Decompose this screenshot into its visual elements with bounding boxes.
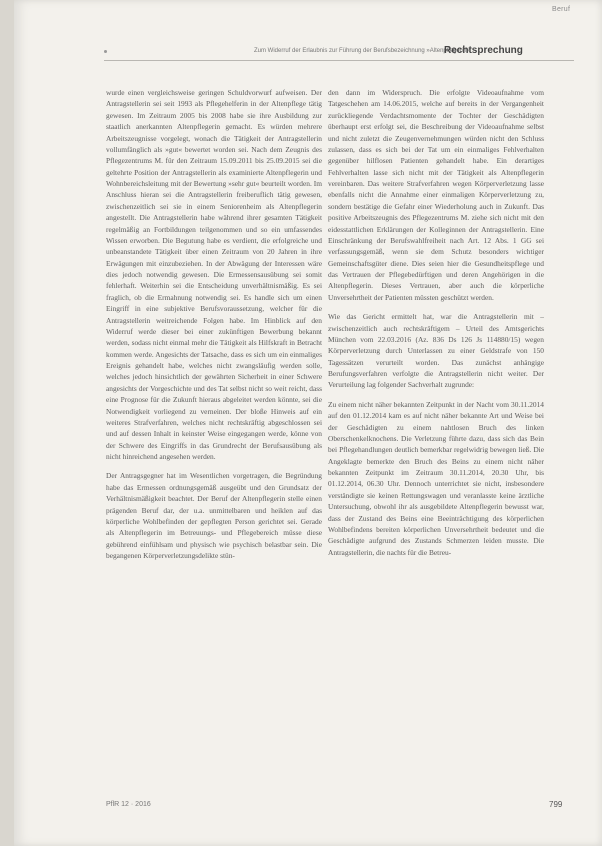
paragraph: Wie das Gericht ermittelt hat, war die Antragstellerin mit – zwischenzeitlich auch rechtskräftigem – Urteil des Amtsgerichts München vom 22.03.2016 (Az. 836 Ds 126 Js 114880/15) wegen Körperverletzung durch Unterlassen zu einer Geldstrafe von 150 Tagessätzen verurteilt worden. Das zunächst anhängige Berufungsverfahren verfolgte die Antragstellerin nicht weiter. Der Verurteilung lag folgender Sachverhalt zugrunde: [328, 312, 544, 390]
bullet-icon [104, 50, 107, 53]
paragraph: wurde einen vergleichsweise geringen Schuldvorwurf aufweisen. Der Antragstellerin sei seit 1993 als Pflegehelferin in der Altenpflege tätig gewesen. Im Zeitraum 2005 bis 2008 habe sie ihre Ausbildung zur staatlich anerkannten Altenpflegerin gemacht. Es würden mehrere Arbeitszeugnisse vorgelegt, wonach die Tätigkeit der Antragstellerin vollumfänglich als »gut« bewertet worden sei. Nach dem Zeugnis des Pflegezentrums M. für den Zeitraum 15.09.2011 bis 25.09.2015 sei die geltehrte Position der Antragstellerin als examinierte Altenpflegerin und Wohnbereichsleitung mit der Bewertung »sehr gut« beurteilt worden. Im Anschluss hieran sei die Antragstellerin freiberuflich tätig gewesen, zwischenzeitlich sei sie in einem Seniorenheim als Altenpflegerin angestellt. Die Antragstellerin habe während ihrer gesamten Tätigkeit regelmäßig an Fortbildungen teilgenommen und so ein umfassendes Wissen erworben. Die Begutung habe es verdient, die erfolgreiche und unbeanstandete Tätigkeit über einen Zeitraum von 20 Jahren in ihre Erwägungen mit einzubeziehen. In der Abwägung der Interessen wäre dies jedoch notwendig gewesen. Die Ermessensausübung sei somit fehlerhaft. Weiterhin sei die Entscheidung unverhältnismäßig. Es sei fraglich, ob die Ermahnung notwendig sei. Es handle sich um einen Eingriff in eine subjektive Berufsvoraussetzung, welcher für die Antragstellerin weitreichende Folgen habe. Im Hinblick auf den Widerruf werde dieser bei einer zukünftigen Bewerbung bekannt werden, sodass nicht einmal mehr die Tätigkeit als Hilfskraft in Betracht kommen werde. Angesichts der Tatsache, dass es sich um ein einmaliges Ereignis gehandelt habe, welches nicht zwangsläufig werden solle, welches jedoch hinsichtlich der gewährten Sicherheit in einer Schwere angesichts der Vorgeschichte und des Tat selbst nicht so weit reicht, dass eine Prognose für die Zukunft hieraus abgeleitet werden könnte, sei die Notwendigkeit vorliegend zu verneinen. Der bloße Hinweis auf ein weiteres Strafverfahren, welches nicht rechtskräftig abgeschlossen sei und auf dessen Inhalt in keinster Weise eingegangen werde, könne von der Schwere des Eingriffs in das Grundrecht der Berufsausübung als nicht hinreichend angesehen werden. [106, 88, 322, 461]
rubric-title: Rechtsprechung [444, 45, 523, 56]
section-tab: Beruf [552, 6, 571, 13]
header-rule [104, 60, 574, 61]
document-page [14, 0, 602, 846]
left-column [106, 87, 322, 569]
paragraph: Der Antragsgegner hat im Wesentlichen vorgetragen, die Begründung habe das Ermessen ordnungsgemäß ausgeübt und den Grundsatz der Verhältnismäßigkeit beachtet. Der Beruf der Altenpflegerin stelle einen prägenden Beruf dar, der u.a. unmittelbaren und heiklen auf das körperliche Wohlbefinden der gepflegten Person gerichtet sei. Gerade als Altenpflegerin im Betreuungs- und Pflegebereich müsse diese gebührend einfühlsam und physisch wie psychisch belastbar sein. Die begangenen Körperverletzungsdelikte stün- [106, 471, 322, 560]
right-column [328, 87, 544, 566]
paragraph: den dann im Widerspruch. Die erfolgte Videoaufnahme vom Tatgeschehen am 14.06.2015, welche auf bereits in der Vergangenheit zurückliegende Verdachtsmomente der Tochter der Geschädigten überhaupt erst erfolgt sei, die Beschreibung der Videoaufnahme selbst und nicht zuletzt die Zeugenvernehmungen würden nicht den Schluss zulassen, dass es sich bei der Tat um ein einmaliges Fehlverhalten gegenüber hilflosen Patienten gehandelt habe. Ein derartiges Fehlverhalten lasse sich nicht mit der Tätigkeit als Altenpflegerin vereinbaren. Das weitere Strafverfahren wegen Körperverletzung lasse ebenfalls nicht die Annahme einer einmaligen Körperverletzung zu, sondern bestätige die Gefahr einer Wiederholung auch in Zukunft. Das positive Arbeitszeugnis des Pflegezentrums M. ziehe sich nicht mit den eidesstattlichen Erklärungen der Kolleginnen der Antragstellerin. Eine Einschränkung der Berufswahlfreiheit nach Art. 12 Abs. 1 GG sei verfassungsgemäß, wenn sie dem Schutz besonders wichtiger Gemeinschaftsgüter diene. Dies seien hier die Gesundheitspflege und das Vertrauen der Pflegebedürftigen und deren Angehörigen in die Altenpflegerin. Dieses Vertrauen, aber auch die körperliche Unversehrtheit der Patienten müssten geschützt werden. [328, 88, 544, 302]
running-header [104, 46, 574, 58]
page-number: 799 [549, 800, 563, 809]
journal-footer: PflR 12 · 2016 [106, 801, 151, 808]
paragraph: Zu einem nicht näher bekannten Zeitpunkt in der Nacht vom 30.11.2014 auf den 01.12.2014 kam es auf nicht näher bekannte Art und Weise bei der Geschädigten zu einem nahtlosen Bruch des linken Oberschenkelknochens. Die Verletzung führte dazu, dass sich das Bein bei Pflegehandlungen deutlich bemerkbar regelwidrig bewegen ließ. Die Angeklagte bemerkte den Bruch des Beins zu einem nicht näher bekannten Zeitpunkt im Zeitraum 30.11.2014, 20.30 Uhr, bis 01.12.2014, 06.30 Uhr. Dennoch unterrichtet sie nicht, insbesondere verständigte sie keinen Rettungswagen und veranlasste keine ärztliche Untersuchung, obwohl ihr als ausgebildete Altenpflegerin bewusst war, dass der Zustand des Beins eine Beeinträchtigung des körperlichen Wohlbefindens bereiten körperlichen Unversehrtheit bedeutet und die Geschädigte aufgrund des Zustands Schmerzen leiden musste. Die Antragstellerin, die nachts für die Betreu- [328, 399, 544, 557]
running-title: Zum Widerruf der Erlaubnis zur Führung der Berufsbezeichnung »Altenpflegerin« [254, 48, 470, 54]
